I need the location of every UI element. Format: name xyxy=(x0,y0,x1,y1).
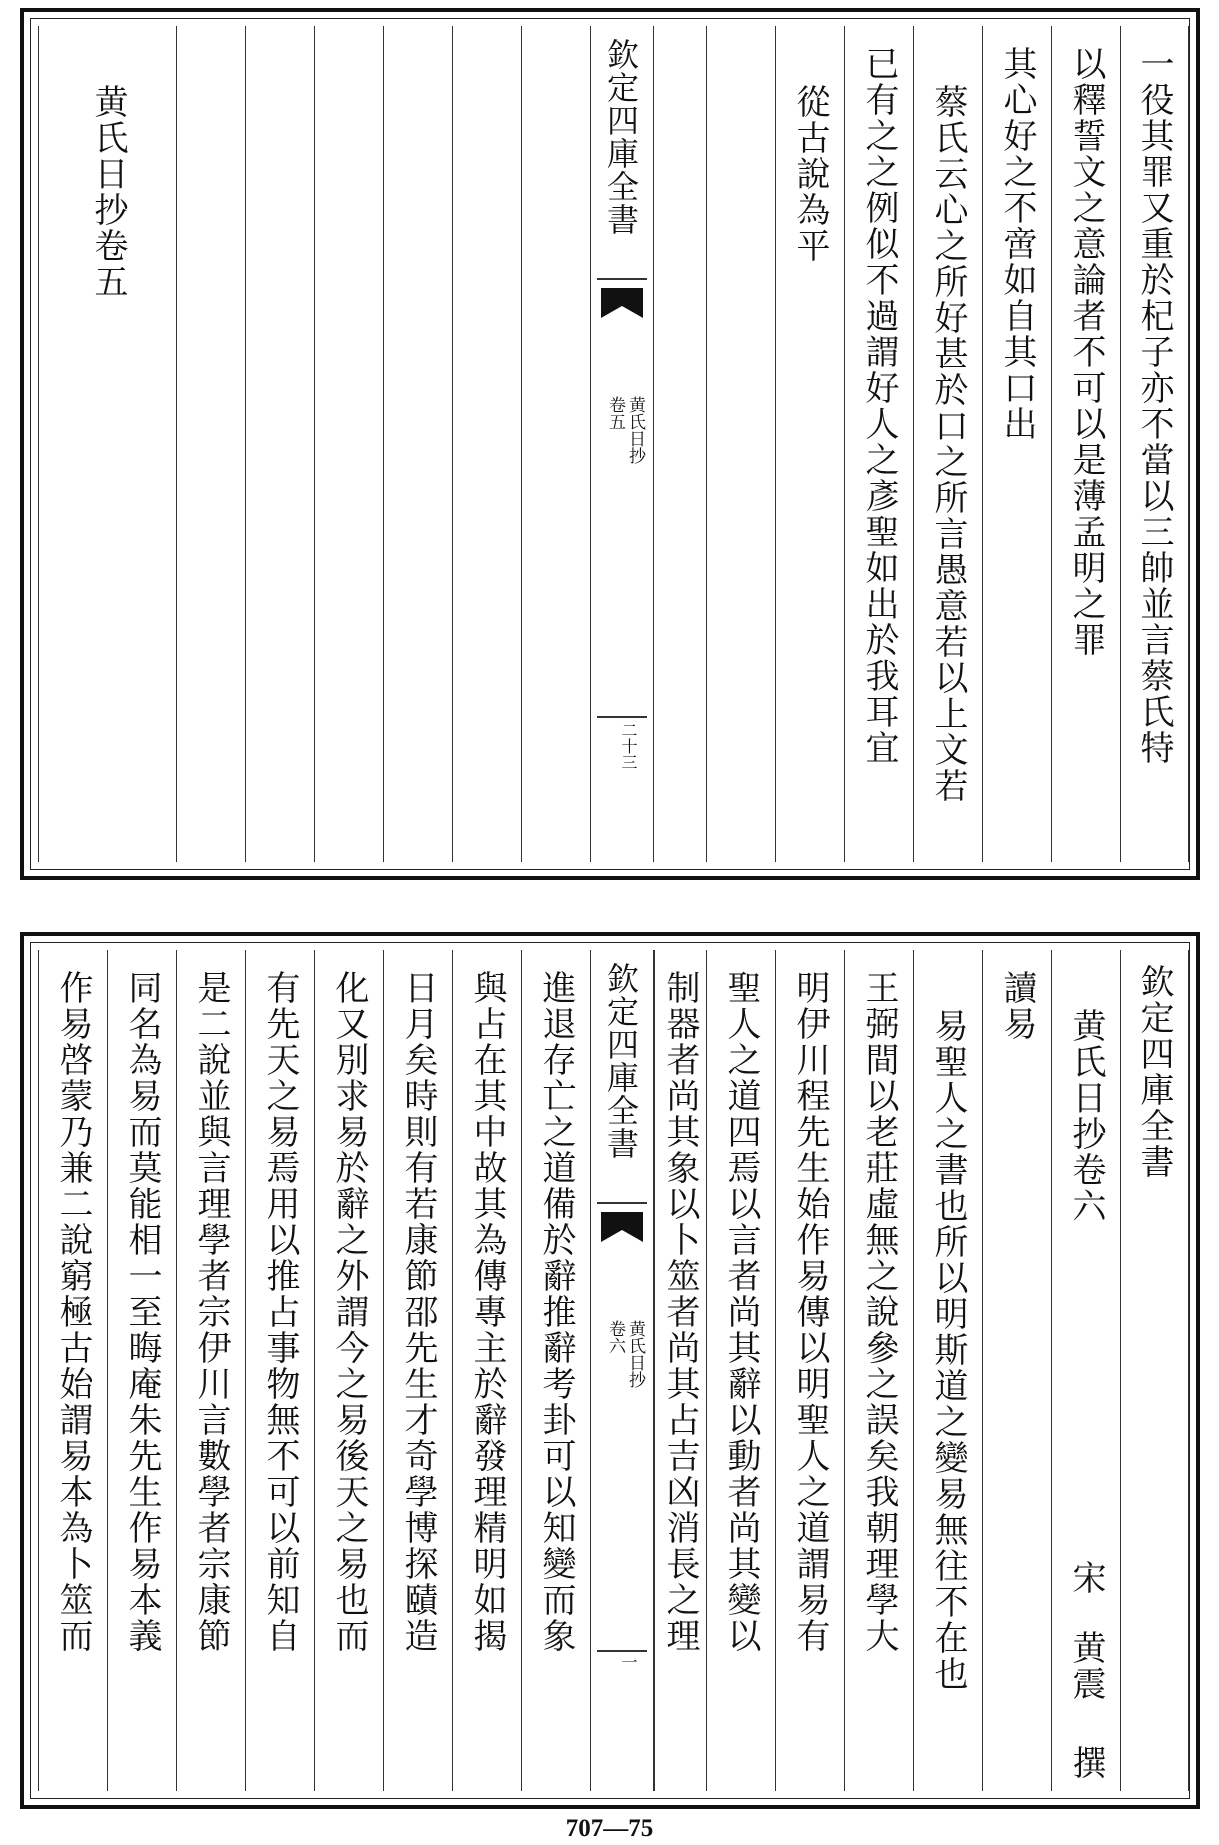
center-volume: 卷六 xyxy=(605,1320,625,1354)
column-text: 從古說為平 xyxy=(790,84,830,264)
fishtail-mark-icon xyxy=(601,288,643,324)
center-fold xyxy=(590,26,654,862)
author-dynasty: 宋 xyxy=(1066,1560,1106,1596)
text-column xyxy=(38,26,176,862)
center-book-title: 黄氏日抄 xyxy=(625,396,645,464)
column-text: 是二說並與言理學者宗伊川言數學者宗康節 xyxy=(191,970,231,1654)
text-column xyxy=(1051,26,1120,862)
page-number: 707—75 xyxy=(565,1815,654,1842)
section-heading: 讀易 xyxy=(997,970,1037,1042)
author-name: 黄震 xyxy=(1066,1630,1106,1702)
text-column xyxy=(521,950,590,1791)
text-column xyxy=(245,950,314,1791)
text-column xyxy=(1051,950,1120,1791)
column-text: 制器者尚其象以卜筮者尚其占吉凶消長之理 xyxy=(660,970,700,1654)
text-column xyxy=(775,950,844,1791)
text-column xyxy=(706,26,775,862)
text-column xyxy=(107,950,176,1791)
column-text: 進退存亡之道備於辭推辭考卦可以知變而象 xyxy=(536,970,576,1654)
text-column xyxy=(982,950,1051,1791)
text-column xyxy=(706,950,775,1791)
text-column xyxy=(314,950,383,1791)
text-column xyxy=(452,26,521,862)
column-text: 聖人之道四焉以言者尚其辭以動者尚其變以 xyxy=(721,970,761,1654)
text-column xyxy=(982,26,1051,862)
column-text: 一役其罪又重於杞子亦不當以三帥並言蔡氏特 xyxy=(1134,46,1174,766)
column-text: 有先天之易焉用以推占事物無不可以前知自 xyxy=(260,970,300,1654)
column-text: 明伊川程先生始作易傳以明聖人之道謂易有 xyxy=(790,970,830,1654)
column-text: 已有之之例似不過謂好人之彥聖如出於我耳宜 xyxy=(859,46,899,766)
text-column xyxy=(654,950,706,1791)
center-book-title: 黄氏日抄 xyxy=(625,1320,645,1388)
center-volume: 卷五 xyxy=(605,396,625,430)
fishtail-mark-icon xyxy=(601,1212,643,1248)
center-fold xyxy=(590,950,654,1791)
column-text: 蔡氏云心之所好甚於口之所言愚意若以上文若 xyxy=(928,84,968,804)
text-column xyxy=(521,26,590,862)
book-heading: 欽定四庫全書 xyxy=(1134,964,1174,1180)
column-text: 日月矣時則有若康節邵先生才奇學博探賾造 xyxy=(398,970,438,1654)
text-column xyxy=(452,950,521,1791)
top-page xyxy=(20,8,1200,880)
divider xyxy=(597,278,647,280)
author-role: 撰 xyxy=(1066,1745,1106,1781)
text-column xyxy=(383,26,452,862)
column-text: 王弼間以老莊虛無之說參之誤矣我朝理學大 xyxy=(859,970,899,1654)
bottom-page xyxy=(20,932,1200,1809)
folio-number: 一 xyxy=(619,1654,638,1670)
volume-heading: 黄氏日抄卷六 xyxy=(1066,1008,1106,1224)
text-column xyxy=(844,950,913,1791)
divider xyxy=(597,716,647,718)
divider xyxy=(597,1650,647,1652)
text-column xyxy=(314,26,383,862)
text-column xyxy=(38,950,107,1791)
folio-number: 二十三 xyxy=(619,722,638,770)
column-text: 與占在其中故其為傳專主於辭發理精明如揭 xyxy=(467,970,507,1654)
text-column xyxy=(775,26,844,862)
center-title: 欽定四庫全書 xyxy=(602,962,640,1160)
volume-end-title: 黄氏日抄卷五 xyxy=(88,84,128,300)
text-column xyxy=(176,950,245,1791)
column-text: 其心好之不啻如自其口出 xyxy=(997,46,1037,442)
text-column xyxy=(383,950,452,1791)
text-column xyxy=(1120,950,1189,1791)
text-column xyxy=(913,26,982,862)
divider xyxy=(597,1202,647,1204)
center-title: 欽定四庫全書 xyxy=(602,38,640,236)
column-text: 作易啓蒙乃兼二說窮極古始謂易本為卜筮而 xyxy=(53,970,93,1654)
column-text: 同名為易而莫能相一至晦庵朱先生作易本義 xyxy=(122,970,162,1654)
column-text: 易聖人之書也所以明斯道之變易無往不在也 xyxy=(928,1008,968,1692)
text-column xyxy=(1120,26,1189,862)
column-text: 以釋誓文之意論者不可以是薄孟明之罪 xyxy=(1066,46,1106,658)
text-column xyxy=(844,26,913,862)
text-column xyxy=(245,26,314,862)
text-column xyxy=(913,950,982,1791)
text-column xyxy=(176,26,245,862)
column-text: 化又別求易於辭之外謂今之易後天之易也而 xyxy=(329,970,369,1654)
